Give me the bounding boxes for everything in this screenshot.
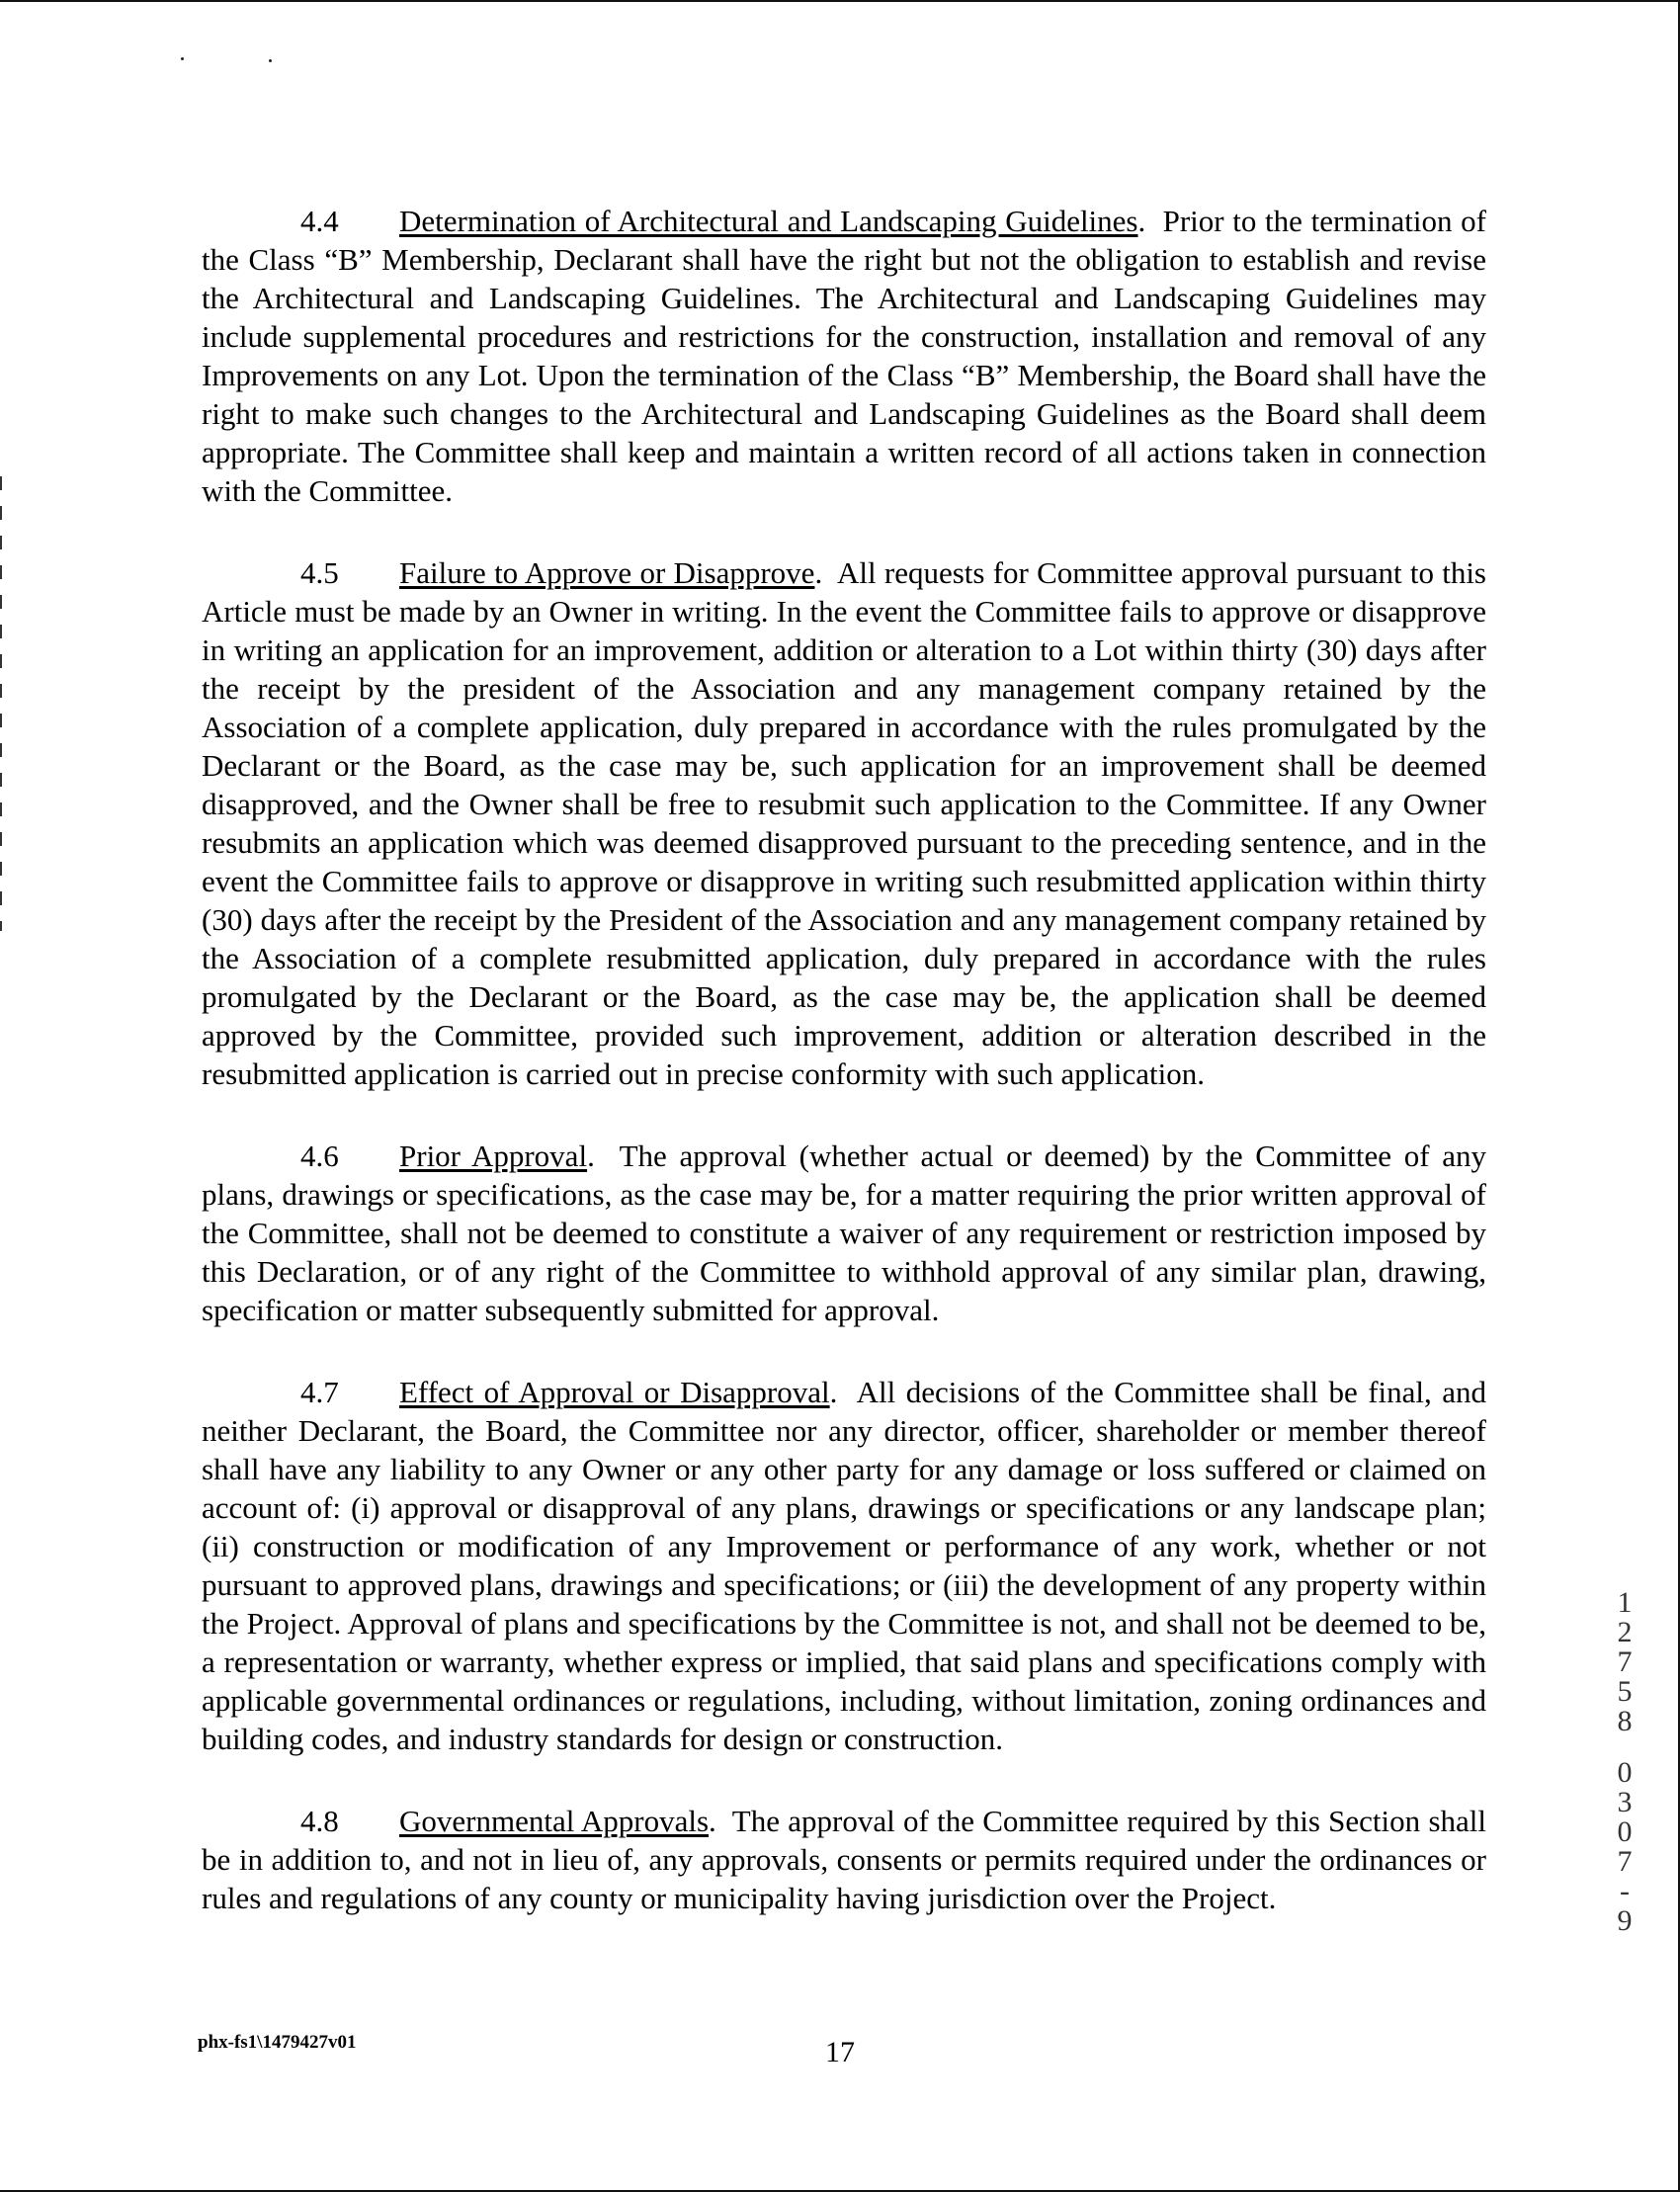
section-number: 4.7 [300,1375,339,1409]
scan-speck [269,59,272,62]
section-4-4: 4.4 Determination of Architectural and Landscaping Guidelines. Prior to the termination of the Class “B” Membership, Declarant shall have the right but not the obligation to establish and revise the Architectural and Landscaping Guidelines. The Architectural and Landscaping Guidelines may include supplemental procedures and restrictions for the construction, installation and removal of any Improvements on any Lot. Upon the termination of the Class “B” Membership, the Board shall have the right to make such changes to the Architectural and Landscaping Guidelines as the Board shall deem appropriate. The Committee shall keep and maintain a written record of all actions taken in connection with the Committee. [202,204,1486,508]
document-body [202,202,1486,1961]
section-text: Prior to the termination of the Class “B” Membership, Declarant shall have the right but not the obligation to establish and revise the Architectural and Landscaping Guidelines. The Architectural and Landscaping Guidelines may include supplemental procedures and restrictions for the construction, installation and removal of any Improvements on any Lot. Upon the termination of the Class “B” Membership, the Board shall have the right to make such changes to the Architectural and Landscaping Guidelines as the Board shall deem appropriate. The Committee shall keep and maintain a written record of all actions taken in connection with the Committee. [202,204,1486,508]
section-number: 4.8 [300,1804,339,1838]
section-number: 4.6 [300,1138,339,1173]
section-4-6: 4.6 Prior Approval. The approval (whether actual or deemed) by the Committee of any plans, drawings or specifications, as the case may be, for a matter requiring the prior written approval of the Committee, shall not be deemed to constitute a waiver of any requirement or restriction imposed by this Declaration, or of any right of the Committee to withhold approval of any similar plan, drawing, specification or matter subsequently submitted for approval. [202,1138,1486,1327]
section-4-8: 4.8 Governmental Approvals. The approval of the Committee required by this Section shall be in addition to, and not in lieu of, any approvals, consents or permits required under the ordinances or rules and regulations of any county or municipality having jurisdiction over the Project. [202,1804,1486,1915]
recording-number-part2: 0307-9 [1617,1756,1633,1937]
scan-edge-marks [0,476,2,931]
section-heading: Governmental Approvals [399,1804,710,1838]
recording-number-stamp [1595,1588,1654,1958]
section-4-7: 4.7 Effect of Approval or Disapproval. All decisions of the Committee shall be final, and neither Declarant, the Board, the Committee nor any director, officer, shareholder or member thereof shall have any liability to any Owner or any other party for any damage or loss suffered or claimed on account of: (i) approval or disapproval of any plans, drawings or specifications or any landscape plan; (ii) construction or modification of any Improvement or performance of any work, whether or not pursuant to approved plans, drawings and specifications; or (iii) the development of any property within the Project. Approval of plans and specifications by the Committee is not, and shall not be deemed to be, a representation or warranty, whether express or implied, that said plans and specifications comply with applicable governmental ordinances or regulations, including, without limitation, zoning ordinances and building codes, and industry standards for design or construction. [202,1375,1486,1756]
scan-speck [181,57,184,60]
section-text: All requests for Committee approval pursuant to this Article must be made by an Owner in writing. In the event the Committee fails to approve or disapprove in writing an application for an improvement, addition or alteration to a Lot within thirty (30) days after the receipt by the president of the Association and any management company retained by the Association of a complete application, duly prepared in accordance with the rules promulgated by the Declarant or the Board, as the case may be, such application for an improvement shall be deemed disapproved, and the Owner shall be free to resubmit such application to the Committee. If any Owner resubmits an application which was deemed disapproved pursuant to the preceding sentence, and in the event the Committee fails to approve or disapprove in writing such resubmitted application within thirty (30) days after the receipt by the President of the Association and any management company retained by the Association of a complete resubmitted application, duly prepared in accordance with the rules promulgated by the Declarant or the Board, as the case may be, the application shall be deemed approved by the Committee, provided such improvement, addition or alteration described in the resubmitted application is carried out in precise conformity with such application. [202,555,1487,1091]
section-number: 4.4 [300,204,339,238]
section-text: The approval of the Committee required by this Section shall be in addition to, and not in lieu of, any approvals, consents or permits required under the ordinances or rules and regulations of any county or municipality having jurisdiction over the Project. [202,1804,1486,1915]
page-number: 17 [825,2036,855,2068]
section-text: All decisions of the Committee shall be final, and neither Declarant, the Board, the Committee nor any director, officer, shareholder or member thereof shall have any liability to any Owner or any other party for any damage or loss suffered or claimed on account of: (i) approval or disapproval of any plans, drawings or specifications or any landscape plan; (ii) construction or modification of any Improvement or performance of any work, whether or not pursuant to approved plans, drawings and specifications; or (iii) the development of any property within the Project. Approval of plans and specifications by the Committee is not, and shall not be deemed to be, a representation or warranty, whether express or implied, that said plans and specifications comply with applicable governmental ordinances or regulations, including, without limitation, zoning ordinances and building codes, and industry standards for design or construction. [202,1375,1486,1756]
section-heading: Prior Approval [399,1138,588,1173]
section-4-5: 4.5 Failure to Approve or Disapprove. All requests for Committee approval pursuant to this Article must be made by an Owner in writing. In the event the Committee fails to approve or disapprove in writing an application for an improvement, addition or alteration to a Lot within thirty (30) days after the receipt by the president of the Association and any management company retained by the Association of a complete application, duly prepared in accordance with the rules promulgated by the Declarant or the Board, as the case may be, such application for an improvement shall be deemed disapproved, and the Owner shall be free to resubmit such application to the Committee. If any Owner resubmits an application which was deemed disapproved pursuant to the preceding sentence, and in the event the Committee fails to approve or disapprove in writing such resubmitted application within thirty (30) days after the receipt by the President of the Association and any management company retained by the Association of a complete resubmitted application, duly prepared in accordance with the rules promulgated by the Declarant or the Board, as the case may be, the application shall be deemed approved by the Committee, provided such improvement, addition or alteration described in the resubmitted application is carried out in precise conformity with such application. [202,555,1487,1091]
section-heading: Effect of Approval or Disapproval [399,1375,830,1409]
section-heading: Determination of Architectural and Landscaping Guidelines [399,204,1138,238]
section-text: The approval (whether actual or deemed) by the Committee of any plans, drawings or specifications, as the case may be, for a matter requiring the prior written approval of the Committee, shall not be deemed to constitute a waiver of any requirement or restriction imposed by this Declaration, or of any right of the Committee to withhold approval of any similar plan, drawing, specification or matter subsequently submitted for approval. [202,1138,1486,1327]
document-id: phx-fs1\1479427v01 [198,2032,357,2053]
section-heading: Failure to Approve or Disapprove [399,555,815,590]
recording-number-part1: 12758 [1617,1586,1633,1737]
section-number: 4.5 [300,555,339,590]
